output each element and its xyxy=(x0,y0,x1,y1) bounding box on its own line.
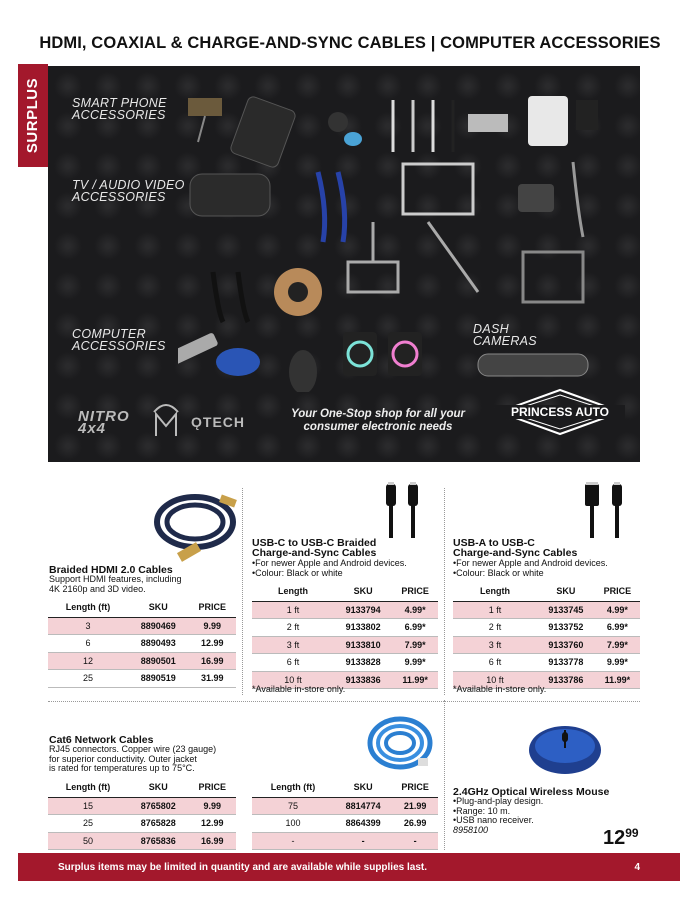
table-row: 1 ft 9133745 4.99* xyxy=(453,601,640,619)
table-row: 15 8765802 9.99 xyxy=(48,797,236,815)
usbc-description: •For newer Apple and Android devices. •Colour: Black or white xyxy=(252,558,407,578)
table-row: 100 8864399 26.99 xyxy=(252,815,438,833)
princess-auto-logo xyxy=(493,388,627,436)
usba-cable-image xyxy=(580,482,630,538)
page-number: 4 xyxy=(634,861,640,873)
table-row: 6 8890493 12.99 xyxy=(48,635,236,653)
category-tv-audio: TV / AUDIO VIDEO ACCESSORIES xyxy=(72,178,185,204)
table-row: 2 ft 9133802 6.99* xyxy=(252,619,438,637)
hdmi-description: Support HDMI features, including 4K 2160p and 3D video. xyxy=(49,574,182,594)
row-divider xyxy=(48,701,640,702)
table-row: 10 ft 9133836 11.99* xyxy=(252,671,438,689)
qtech-logo: ǪTECH xyxy=(191,414,246,430)
table-row: 50 8765836 16.99 xyxy=(48,832,236,850)
table-row: 3 ft 9133760 7.99* xyxy=(453,636,640,654)
usba-price-table: Length SKU PRICE 1 ft 9133745 4.99* 2 ft 9133752 6.99* 3 ft 9133760 7.99* 6 ft 9133778 9.99* 10 ft 9133786 11.99* xyxy=(453,581,640,689)
cat6-cable-image xyxy=(360,710,440,776)
mouse-product-name: 2.4GHz Optical Wireless Mouse xyxy=(453,786,610,798)
column-divider xyxy=(242,488,243,695)
table-row: 6 ft 9133828 9.99* xyxy=(252,654,438,672)
table-row: 25 8890519 31.99 xyxy=(48,670,236,688)
usba-availability-note: *Available in-store only. xyxy=(453,684,547,694)
category-dash-cameras: DASH CAMERAS xyxy=(473,322,537,348)
nitro-logo: NITRO 4x4 xyxy=(78,408,130,437)
cat6-product-name: Cat6 Network Cables xyxy=(49,734,154,746)
mouse-sku: 8958100 xyxy=(453,825,489,835)
svg-text:PRINCESS AUTO: PRINCESS AUTO xyxy=(510,405,610,419)
usba-product-name: USB-A to USB-C Charge-and-Sync Cables xyxy=(453,537,578,559)
category-smartphone: SMART PHONE ACCESSORIES xyxy=(72,96,167,122)
hdmi-cable-image xyxy=(150,487,240,567)
footer-bar xyxy=(18,853,680,881)
page-title: HDMI, COAXIAL & CHARGE-AND-SYNC CABLES | COMPUTER ACCESSORIES xyxy=(39,34,661,52)
product-collage-illustration xyxy=(178,92,638,392)
column-divider xyxy=(444,700,445,850)
mouse-description: •Plug-and-play design. •Range: 10 m. •USB nano receiver. xyxy=(453,796,544,826)
hdmi-price-table: Length (ft) SKU PRICE 3 8890469 9.99 6 8890493 12.99 12 8890501 16.99 25 8890519 31.99 xyxy=(48,597,236,688)
surplus-tab xyxy=(18,64,48,167)
category-computer: COMPUTER ACCESSORIES xyxy=(72,327,166,353)
table-row: 1 ft 9133794 4.99* xyxy=(252,601,438,619)
mouse-price: $12^{99}$ xyxy=(603,826,639,849)
cat6-price-table-2: Length (ft) SKU PRICE 75 8814774 21.99 100 8864399 26.99 - - - xyxy=(252,777,438,850)
hdmi-product-name: Braided HDMI 2.0 Cables xyxy=(49,564,173,576)
table-row: 3 8890469 9.99 xyxy=(48,617,236,635)
usbc-product-name: USB-C to USB-C Braided Charge-and-Sync Cables xyxy=(252,537,377,559)
cat6-description: RJ45 connectors. Copper wire (23 gauge) for superior conductivity. Outer jacket is rated for temperatures up to 75°C. xyxy=(49,744,217,774)
surplus-tab-label: SURPLUS xyxy=(24,77,42,154)
hero-banner xyxy=(48,66,640,462)
m-logo-icon xyxy=(152,402,180,438)
usbc-cable-image xyxy=(378,482,428,538)
table-row: 75 8814774 21.99 xyxy=(252,797,438,815)
table-row: - - - xyxy=(252,832,438,850)
cat6-price-table-1: Length (ft) SKU PRICE 15 8765802 9.99 25 8765828 12.99 50 8765836 16.99 xyxy=(48,777,236,850)
usbc-price-table: Length SKU PRICE 1 ft 9133794 4.99* 2 ft 9133802 6.99* 3 ft 9133810 7.99* 6 ft 9133828 9.99* 10 ft 9133836 11.99* xyxy=(252,581,438,689)
table-row: 10 ft 9133786 11.99* xyxy=(453,671,640,689)
qtech-logo-mark: Ǫ xyxy=(191,414,203,430)
table-row: 2 ft 9133752 6.99* xyxy=(453,619,640,637)
hero-slogan: Your One-Stop shop for all your consumer electronic needs xyxy=(291,408,465,433)
table-row: 25 8765828 12.99 xyxy=(48,815,236,833)
usba-description: •For newer Apple and Android devices. •Colour: Black or white xyxy=(453,558,608,578)
footer-disclaimer: Surplus items may be limited in quantity and are available while supplies last. xyxy=(58,861,427,873)
wireless-mouse-image xyxy=(525,720,605,780)
table-row: 12 8890501 16.99 xyxy=(48,652,236,670)
table-row: 3 ft 9133810 7.99* xyxy=(252,636,438,654)
table-row: 6 ft 9133778 9.99* xyxy=(453,654,640,672)
usbc-availability-note: *Available in-store only. xyxy=(252,684,346,694)
column-divider xyxy=(444,488,445,695)
